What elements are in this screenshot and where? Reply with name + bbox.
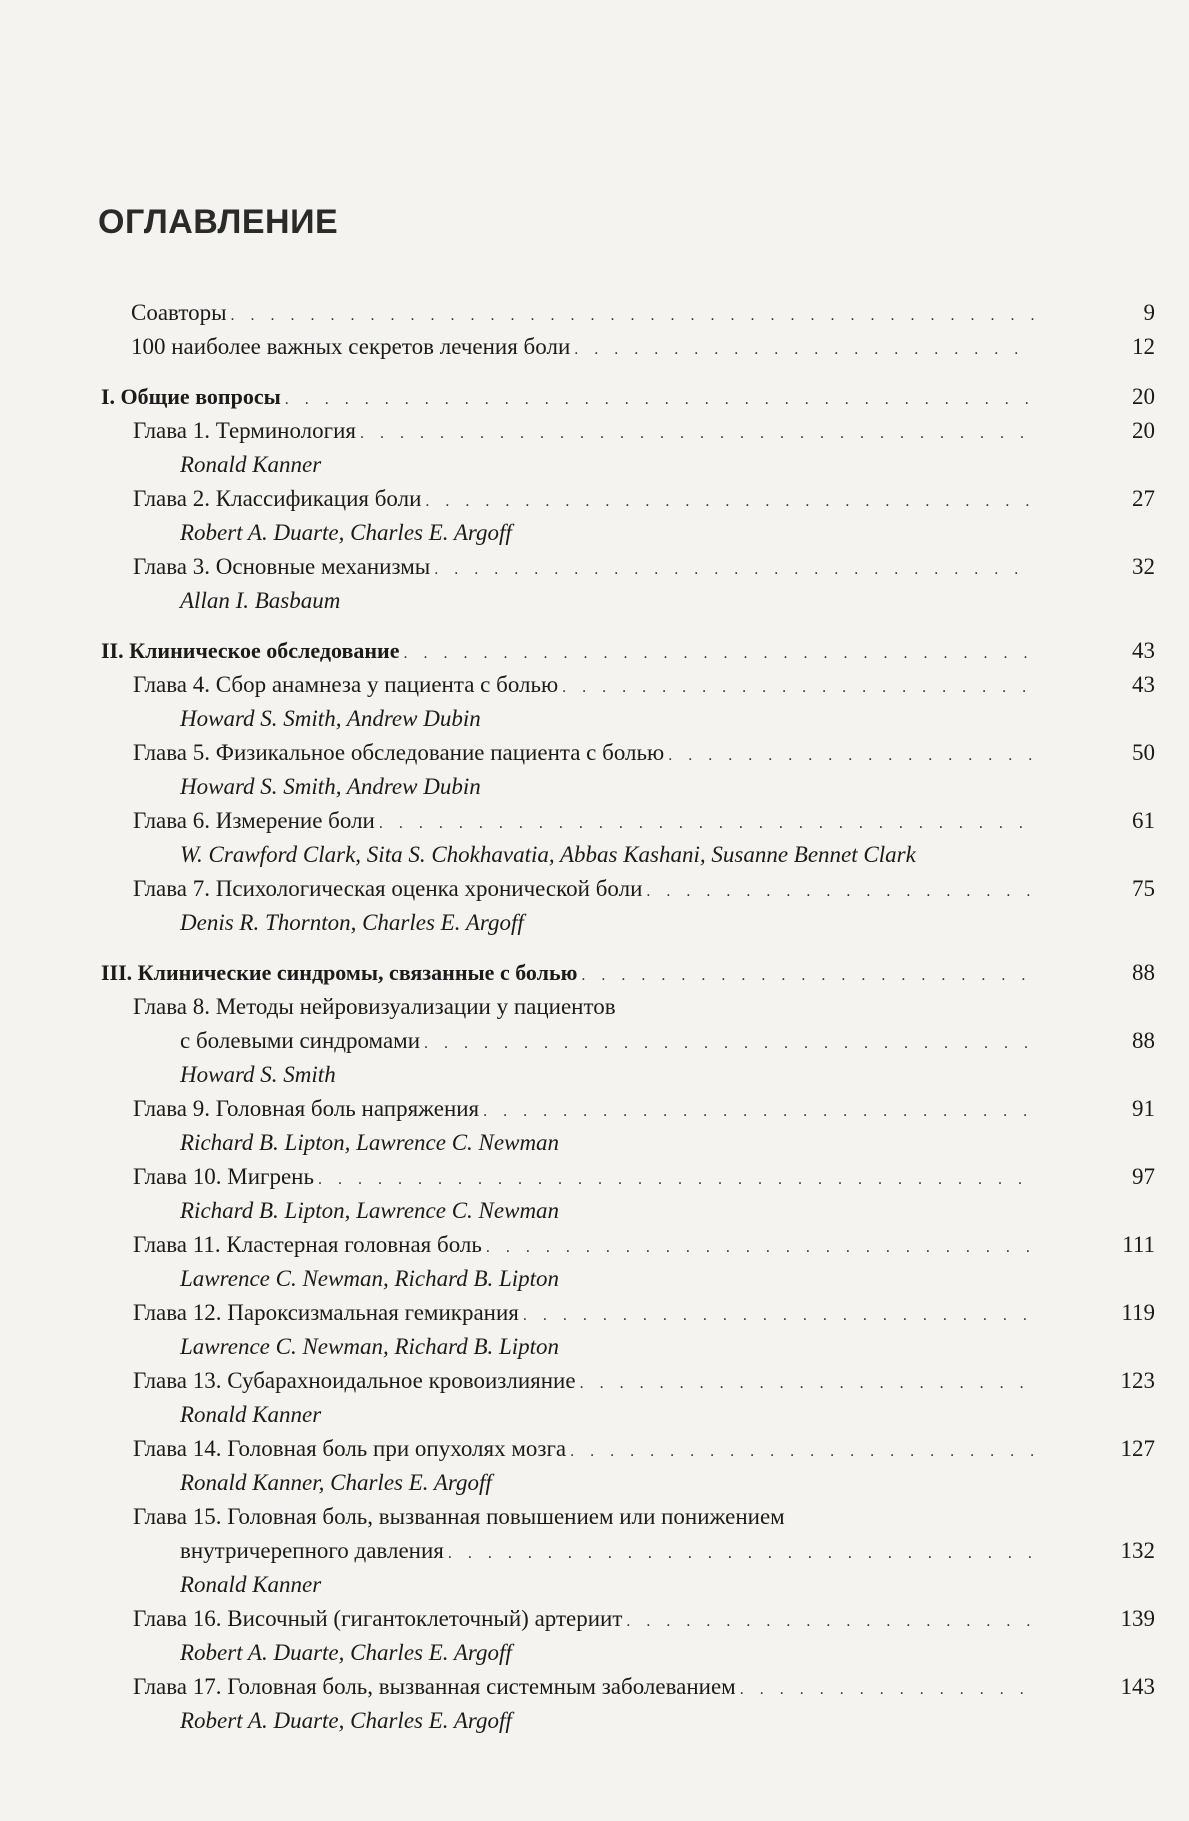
toc-part-3[interactable] [0, 956, 1189, 990]
dot-leader [483, 1103, 1035, 1121]
toc-chapter-17[interactable] [0, 1670, 1189, 1704]
table-of-contents [0, 296, 1189, 1738]
toc-part-2[interactable] [0, 634, 1189, 668]
dot-leader [434, 561, 1035, 579]
chapter-title: Глава 2. Классификация боли [133, 486, 422, 511]
page-number: 88 [1132, 960, 1155, 985]
page-number: 111 [1122, 1232, 1155, 1257]
chapter-title: Глава 1. Терминология [133, 418, 356, 443]
part-title: III. Клинические синдромы, связанные с болью [101, 960, 578, 985]
toc-chapter-6[interactable] [0, 804, 1189, 838]
page-number: 20 [1132, 384, 1155, 409]
dot-leader [581, 967, 1035, 985]
toc-part-1[interactable] [0, 380, 1189, 414]
toc-chapter-13[interactable] [0, 1364, 1189, 1398]
chapter-title-first-line[interactable]: Глава 15. Головная боль, вызванная повышением или понижением [133, 1504, 785, 1529]
dot-leader [424, 1035, 1035, 1053]
dot-leader [646, 883, 1035, 901]
chapter-authors: Lawrence C. Newman, Richard B. Lipton [180, 1334, 560, 1359]
page-number: 139 [1120, 1606, 1155, 1631]
part-title: II. Клиническое обследование [101, 638, 400, 663]
page-number: 12 [1132, 334, 1155, 359]
toc-entry-secrets[interactable] [0, 330, 1189, 364]
chapter-authors: Richard B. Lipton, Lawrence C. Newman [180, 1130, 560, 1155]
dot-leader [523, 1307, 1035, 1325]
toc-chapter-16[interactable] [0, 1602, 1189, 1636]
toc-chapter-3[interactable] [0, 550, 1189, 584]
chapter-title-first-line[interactable]: Глава 8. Методы нейровизуализации у пациентов [133, 994, 616, 1019]
chapter-authors: Ronald Kanner [180, 1572, 322, 1597]
page-number: 43 [1132, 638, 1155, 663]
dot-leader [379, 815, 1035, 833]
page-number: 97 [1132, 1164, 1155, 1189]
dot-leader [448, 1545, 1035, 1563]
chapter-authors: Howard S. Smith, Andrew Dubin [180, 774, 481, 799]
page-number: 43 [1132, 672, 1155, 697]
toc-chapter-8[interactable] [0, 1024, 1189, 1058]
chapter-title: Глава 11. Кластерная головная боль [133, 1232, 482, 1257]
toc-chapter-9[interactable] [0, 1092, 1189, 1126]
page-number: 61 [1132, 808, 1155, 833]
dot-leader [425, 493, 1035, 511]
chapter-title: Глава 17. Головная боль, вызванная системным заболеванием [133, 1674, 736, 1699]
chapter-authors: Robert A. Duarte, Charles E. Argoff [180, 520, 512, 545]
page-number: 20 [1132, 418, 1155, 443]
chapter-authors: Richard B. Lipton, Lawrence C. Newman [180, 1198, 560, 1223]
page-number: 32 [1132, 554, 1155, 579]
chapter-authors: Ronald Kanner [180, 1402, 322, 1427]
dot-leader [570, 1443, 1035, 1461]
chapter-title: с болевыми синдромами [180, 1028, 421, 1053]
dot-leader [231, 307, 1035, 325]
toc-entry-coauthors[interactable] [0, 296, 1189, 330]
chapter-authors: Robert A. Duarte, Charles E. Argoff [180, 1640, 512, 1665]
chapter-authors: Allan I. Basbaum [180, 588, 341, 613]
chapter-authors: Howard S. Smith, Andrew Dubin [180, 706, 481, 731]
toc-chapter-1[interactable] [0, 414, 1189, 448]
chapter-authors: Robert A. Duarte, Charles E. Argoff [180, 1708, 512, 1733]
entry-title: 100 наиболее важных секретов лечения боли [131, 334, 571, 359]
page-number: 143 [1120, 1674, 1155, 1699]
chapter-title: Глава 6. Измерение боли [133, 808, 375, 833]
chapter-title: Глава 10. Мигрень [133, 1164, 314, 1189]
page-title: ОГЛАВЛЕНИЕ [98, 203, 339, 241]
dot-leader [285, 391, 1035, 409]
toc-chapter-15[interactable] [0, 1534, 1189, 1568]
dot-leader [360, 425, 1035, 443]
toc-chapter-5[interactable] [0, 736, 1189, 770]
page-number: 50 [1132, 740, 1155, 765]
entry-title: Соавторы [131, 300, 227, 325]
chapter-title: Глава 13. Субарахноидальное кровоизлияние [133, 1368, 576, 1393]
toc-chapter-2[interactable] [0, 482, 1189, 516]
dot-leader [626, 1613, 1035, 1631]
page-number: 119 [1121, 1300, 1155, 1325]
chapter-title: Глава 5. Физикальное обследование пациента с болью [133, 740, 665, 765]
dot-leader [562, 679, 1035, 697]
toc-chapter-11[interactable] [0, 1228, 1189, 1262]
dot-leader [740, 1681, 1035, 1699]
dot-leader [486, 1239, 1035, 1257]
chapter-title: Глава 14. Головная боль при опухолях мозга [133, 1436, 567, 1461]
chapter-title: Глава 16. Височный (гигантоклеточный) артериит [133, 1606, 623, 1631]
chapter-title: внутричерепного давления [180, 1538, 444, 1563]
dot-leader [668, 747, 1035, 765]
dot-leader [403, 645, 1035, 663]
page-number: 27 [1132, 486, 1155, 511]
chapter-authors: Ronald Kanner, Charles E. Argoff [180, 1470, 492, 1495]
chapter-authors: Howard S. Smith [180, 1062, 336, 1087]
dot-leader [318, 1171, 1035, 1189]
page-number: 9 [1143, 300, 1155, 325]
chapter-authors: W. Crawford Clark, Sita S. Chokhavatia, Abbas Kashani, Susanne Bennet Clark [180, 842, 916, 867]
chapter-authors: Ronald Kanner [180, 452, 322, 477]
chapter-authors: Denis R. Thornton, Charles E. Argoff [180, 910, 524, 935]
chapter-title: Глава 12. Пароксизмальная гемикрания [133, 1300, 519, 1325]
chapter-title: Глава 3. Основные механизмы [133, 554, 431, 579]
chapter-authors: Lawrence C. Newman, Richard B. Lipton [180, 1266, 560, 1291]
toc-chapter-12[interactable] [0, 1296, 1189, 1330]
chapter-title: Глава 9. Головная боль напряжения [133, 1096, 480, 1121]
page-number: 127 [1120, 1436, 1155, 1461]
chapter-title: Глава 7. Психологическая оценка хронической боли [133, 876, 643, 901]
page-number: 91 [1132, 1096, 1155, 1121]
part-title: I. Общие вопросы [101, 384, 281, 409]
toc-chapter-4[interactable] [0, 668, 1189, 702]
dot-leader [580, 1375, 1035, 1393]
dot-leader [574, 341, 1035, 359]
toc-chapter-7[interactable] [0, 872, 1189, 906]
page-number: 88 [1132, 1028, 1155, 1053]
toc-chapter-10[interactable] [0, 1160, 1189, 1194]
chapter-title: Глава 4. Сбор анамнеза у пациента с болью [133, 672, 559, 697]
page-number: 132 [1120, 1538, 1155, 1563]
page-number: 75 [1132, 876, 1155, 901]
page-number: 123 [1120, 1368, 1155, 1393]
toc-chapter-14[interactable] [0, 1432, 1189, 1466]
